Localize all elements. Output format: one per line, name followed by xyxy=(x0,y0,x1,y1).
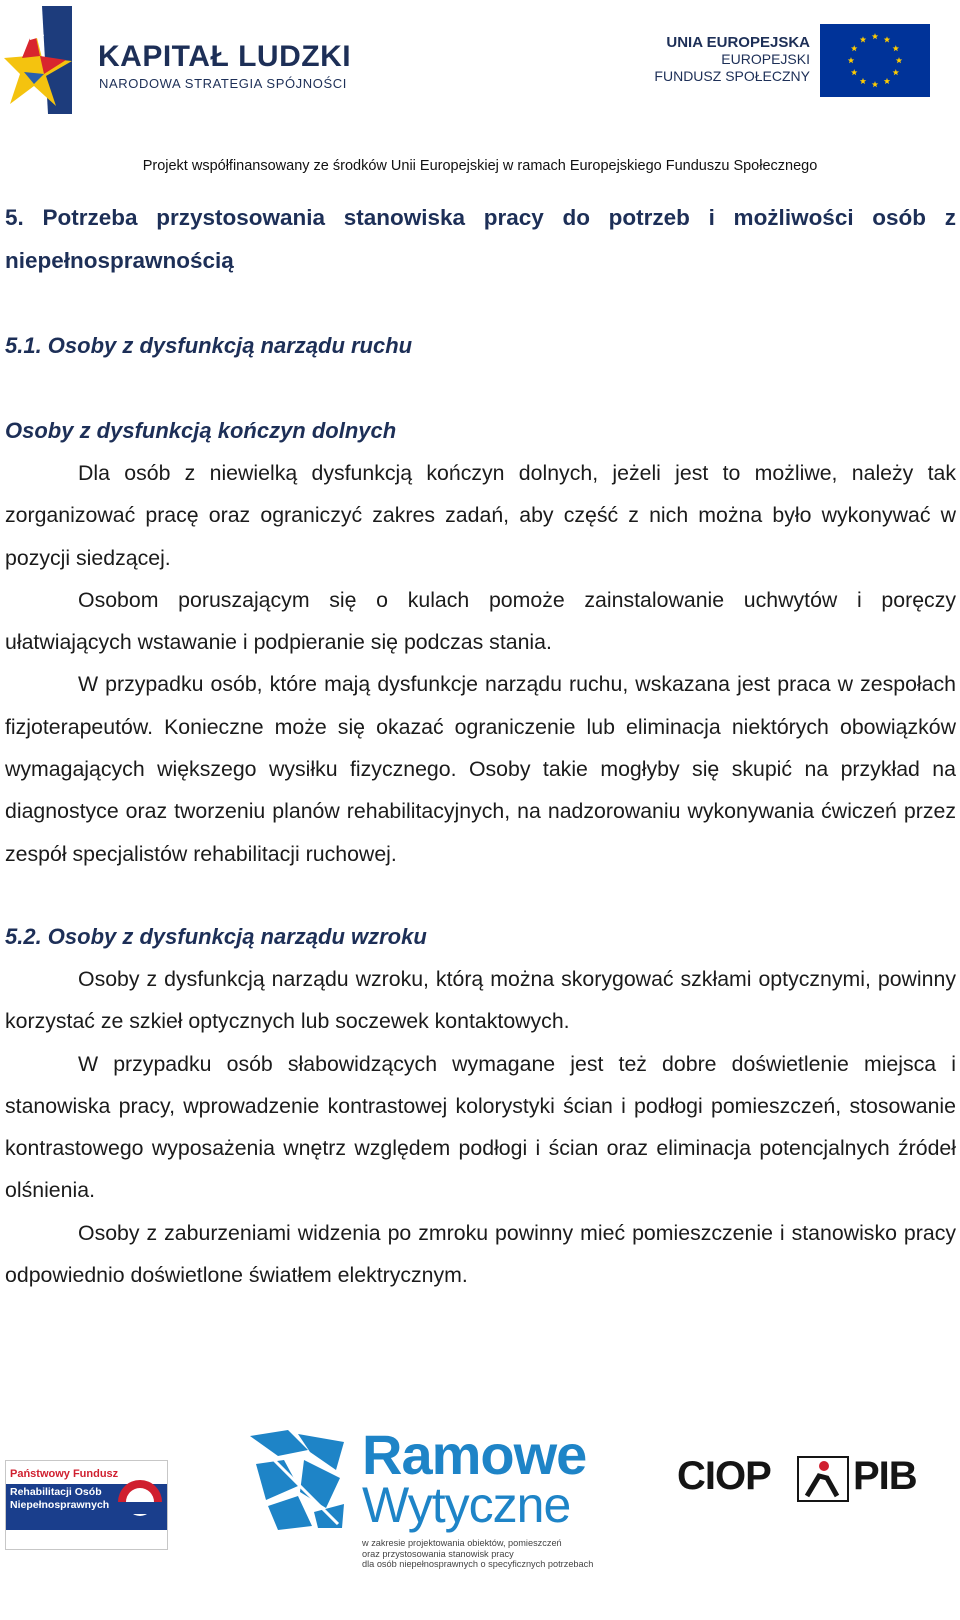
kapital-ludzki-title: KAPITAŁ LUDZKI xyxy=(98,40,352,73)
eu-label-line3: FUNDUSZ SPOŁECZNY xyxy=(654,68,810,84)
paragraph: W przypadku osób, które mają dysfunkcje narządu ruchu, wskazana jest praca w zespołach fizjoterapeutów. Konieczne może się okazać ograniczenie lub eliminacja niektórych obowiązków wymagających większego wysiłku fizycznego. Osoby takie mogłyby się skupić na przykład na diagnostyce oraz tworzeniu planów rehabilitacyjnych, na nadzorowaniu wykonywania ćwiczeń przez zespół specjalistów rehabilitacji ruchowej. xyxy=(5,672,956,866)
pfron-line3: Niepełnosprawnych xyxy=(10,1499,110,1511)
ramowe-wytyczne-title-2: Wytyczne xyxy=(362,1477,571,1533)
paragraph: Osobom poruszającym się o kulach pomoże zainstalowanie uchwytów i poręczy ułatwiających wstawanie i podpieranie się podczas stania. xyxy=(5,587,956,655)
document-body xyxy=(5,196,956,1296)
kapital-ludzki-subtitle: NARODOWA STRATEGIA SPÓJNOŚCI xyxy=(99,76,347,91)
rw-caption-line3: dla osób niepełnosprawnych o specyficznych potrzebach xyxy=(362,1559,594,1569)
paragraph: Dla osób z niewielką dysfunkcją kończyn dolnych, jeżeli jest to możliwe, należy tak zorganizować pracę oraz ograniczyć zakres zadań, aby część z nich można było wykonywać w pozycji siedzącej. xyxy=(5,461,956,570)
eu-fund-label xyxy=(654,34,810,85)
pfron-logo xyxy=(5,1460,168,1550)
eu-flag-icon xyxy=(820,24,930,97)
eu-label-line2: EUROPEJSKI xyxy=(721,51,810,67)
paragraph: Osoby z dysfunkcją narządu wzroku, którą można skorygować szkłami optycznymi, powinny korzystać ze szkieł optycznych lub soczewek kontaktowych. xyxy=(5,966,956,1034)
paragraph: W przypadku osób słabowidzących wymagane jest też dobre doświetlenie miejsca i stanowiska pracy, wprowadzenie kontrastowej kolorystyki ścian i podłogi pomieszczeń, stosowanie kontrastowego wyposażenia wnętrz względem podłogi i ścian oraz eliminacja potencjalnych źródeł olśnienia. xyxy=(5,1051,956,1203)
ramowe-wytyczne-emblem-icon xyxy=(248,1430,348,1530)
page-header xyxy=(0,0,960,190)
cofinancing-note: Projekt współfinansowany ze środków Unii Europejskiej w ramach Europejskiego Funduszu Społecznego xyxy=(142,158,818,174)
pib-text: PIB xyxy=(853,1454,917,1498)
rw-caption-line1: w zakresie projektowania obiektów, pomieszczeń xyxy=(362,1538,562,1548)
eu-label-line1: UNIA EUROPEJSKA xyxy=(666,34,810,51)
subheading-lower-limbs: Osoby z dysfunkcją kończyn dolnych xyxy=(5,418,397,443)
page-footer xyxy=(0,1423,960,1620)
ramowe-wytyczne-title-1: Ramowe xyxy=(362,1423,587,1486)
paragraph: Osoby z zaburzeniami widzenia po zmroku powinny mieć pomieszczenie i stanowisko pracy odpowiednio doświetlone światłem elektrycznym. xyxy=(5,1220,956,1288)
subsection-title-5-1: 5.1. Osoby z dysfunkcją narządu ruchu xyxy=(5,333,413,358)
subsection-title-5-2: 5.2. Osoby z dysfunkcją narządu wzroku xyxy=(5,923,427,949)
ciop-text: CIOP xyxy=(677,1454,771,1498)
kapital-ludzki-star-logo xyxy=(4,6,72,114)
pfron-line1: Państwowy Fundusz xyxy=(10,1468,119,1480)
rw-caption-line2: oraz przystosowania stanowisk pracy xyxy=(362,1548,514,1559)
pfron-line2: Rehabilitacji Osób xyxy=(10,1486,102,1498)
ciop-figure-icon xyxy=(797,1456,849,1502)
pfron-text xyxy=(10,1486,109,1512)
ramowe-wytyczne-caption xyxy=(362,1538,593,1570)
section-title: 5. Potrzeba przystosowania stanowiska pracy do potrzeb i możliwości osób z niepełnosprawnością xyxy=(5,205,956,273)
